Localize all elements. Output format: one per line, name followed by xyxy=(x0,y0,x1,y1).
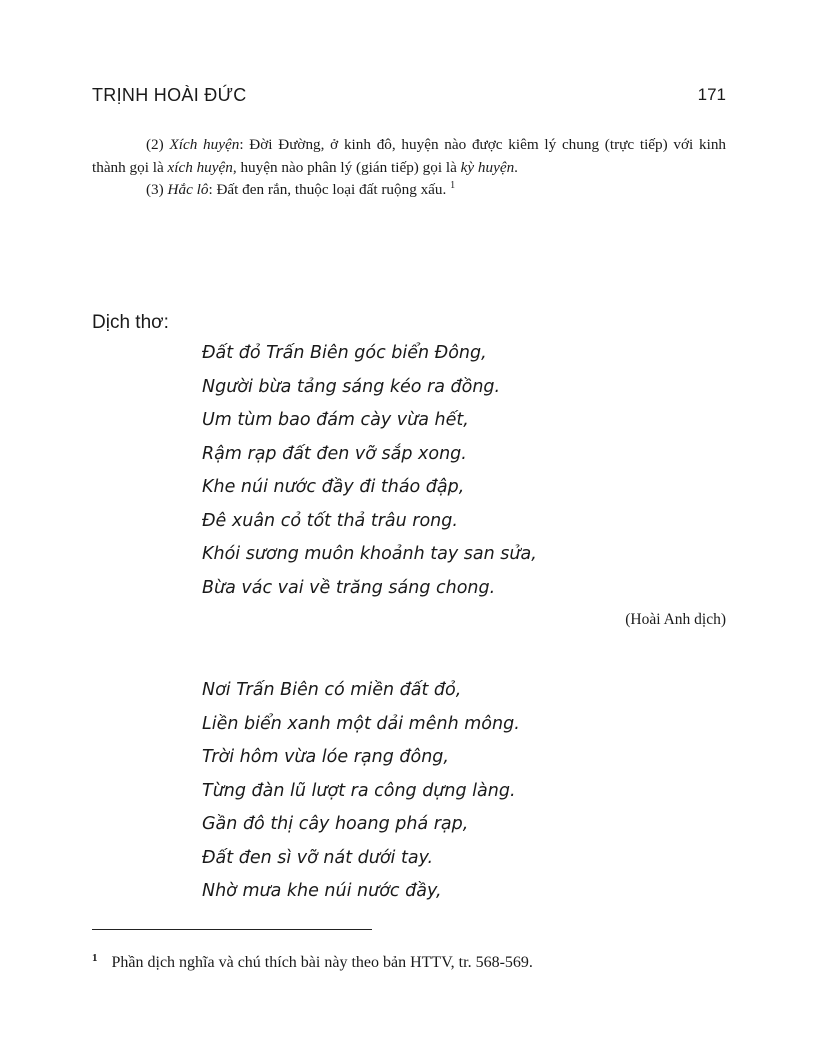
footnote-reference[interactable]: 1 xyxy=(450,179,456,191)
poem-line: Um tùm bao đám cày vừa hết, xyxy=(202,410,469,430)
poem-line: Trời hôm vừa lóe rạng đông, xyxy=(202,747,449,767)
poem-line: Liền biển xanh một dải mênh mông. xyxy=(202,713,520,734)
poem-line: Gần đô thị cây hoang phá rạp, xyxy=(202,814,469,834)
note-3-term: Hắc lô xyxy=(167,181,209,198)
poem-line: Nơi Trấn Biên có miền đất đỏ, xyxy=(202,680,462,700)
note-3-text: : Đất đen rắn, thuộc loại đất ruộng xấu. xyxy=(208,181,447,198)
translator-attribution: (Hoài Anh dịch) xyxy=(625,611,726,628)
poem-translation-2 xyxy=(202,674,520,909)
note-3-number: (3) xyxy=(146,181,164,198)
footnote-text: Phần dịch nghĩa và chú thích bài này theo bản HTTV, tr. 568-569. xyxy=(111,954,533,971)
poem-line: Bừa vác vai về trăng sáng chong. xyxy=(202,577,496,598)
poem-line: Từng đàn lũ lượt ra công dựng làng. xyxy=(202,780,516,801)
note-3 xyxy=(92,179,726,202)
poem-line: Đất đỏ Trấn Biên góc biển Đông, xyxy=(202,343,487,363)
poem-line: Đê xuân cỏ tốt thả trâu rong. xyxy=(202,510,458,531)
note-2-term-ky-huyen: kỳ huyện xyxy=(460,158,515,176)
running-header-title: TRỊNH HOÀI ĐỨC xyxy=(92,85,247,105)
poem-line: Khói sương muôn khoảnh tay san sửa, xyxy=(202,544,537,564)
notes-block xyxy=(92,134,726,202)
poem-line: Người bừa tảng sáng kéo ra đồng. xyxy=(202,376,501,397)
footnote-divider xyxy=(92,929,372,930)
note-2-text-3: . xyxy=(514,158,518,176)
note-2-term-xich-huyen: xích huyện xyxy=(167,158,233,176)
poem-line: Nhờ mưa khe núi nước đầy, xyxy=(202,881,442,901)
poem-translation-1 xyxy=(202,337,537,605)
poem-line: Khe núi nước đầy đi tháo đập, xyxy=(202,477,465,497)
footnote xyxy=(92,952,732,974)
page-number: 171 xyxy=(697,85,726,104)
note-2-text: : Đời Đường, ở kinh đô, huyện nào được kiêm lý chung (trực tiếp) với kinh thành gọi là xyxy=(92,136,727,176)
note-2 xyxy=(92,134,726,179)
poem-line: Đất đen sì vỡ nát dưới tay. xyxy=(202,847,434,868)
poem-line: Rậm rạp đất đen vỡ sắp xong. xyxy=(202,443,467,464)
footnote-number: 1 xyxy=(92,951,98,964)
note-2-term: Xích huyện xyxy=(169,136,240,153)
section-label-translation: Dịch thơ: xyxy=(92,312,169,333)
note-2-number: (2) xyxy=(146,136,164,153)
note-2-text-2: , huyện nào phân lý (gián tiếp) gọi là xyxy=(232,158,461,176)
